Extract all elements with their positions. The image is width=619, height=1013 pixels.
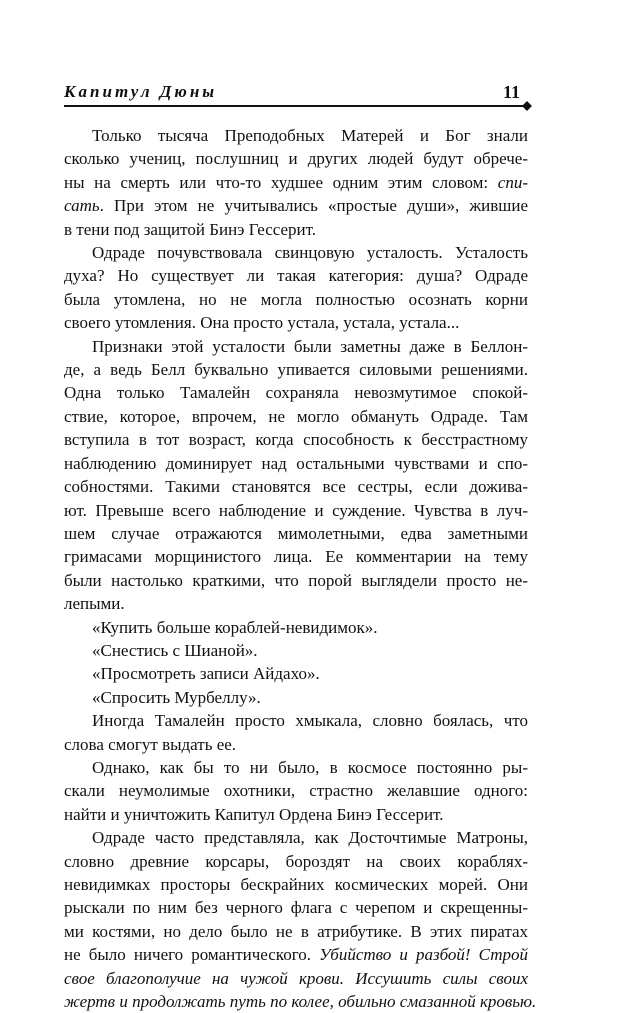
text-line: Только тысяча Преподобных Матерей и Бог знали bbox=[92, 126, 528, 145]
paragraph bbox=[64, 335, 528, 616]
text-line: скали неумолимые охотники, страстно желавшие одного: bbox=[64, 781, 528, 801]
book-title: Капитул Дюны bbox=[64, 82, 218, 101]
text-line: слова смогут выдать ее. bbox=[64, 734, 237, 754]
text-line: ют. Превыше всего наблюдение и суждение. Чувства в луч- bbox=[64, 500, 528, 520]
paragraph bbox=[64, 616, 528, 639]
text-line: сколько учениц, послушниц и других людей будут обрече- bbox=[64, 149, 528, 169]
paragraph bbox=[64, 826, 537, 1013]
text-line: не было ничего романтического. Убийство и разбой! Строй bbox=[64, 945, 528, 965]
page-number: 11 bbox=[502, 82, 520, 102]
text-line: жертв и продолжать путь по колее, обильно смазанной кровью. bbox=[64, 992, 537, 1012]
text-line: шем случае отражаются мимолетными, едва заметными bbox=[64, 523, 528, 543]
paragraph bbox=[64, 241, 528, 335]
text-line: Однако, как бы то ни было, в космосе постоянно ры- bbox=[92, 757, 528, 777]
text-line: рыскали по ним без черного флага с черепом и скрещенны- bbox=[64, 898, 528, 918]
text-line: была утомлена, но не могла полностью осознать корни bbox=[64, 289, 528, 309]
text-line: лепыми. bbox=[64, 594, 125, 614]
text-line: Одна только Тамалейн сохраняла невозмутимое спокой- bbox=[64, 383, 528, 403]
text-line: ны на смерть или что-то худшее одним этим словом: спи- bbox=[64, 172, 528, 192]
text-line: «Спросить Мурбеллу». bbox=[92, 687, 261, 707]
text-line: Одраде почувствовала свинцовую усталость. Усталость bbox=[92, 243, 528, 263]
text-line: найти и уничтожить Капитул Ордена Бинэ Гессерит. bbox=[64, 804, 444, 824]
body-text bbox=[64, 124, 537, 1013]
text-line: наблюдению доминирует над остальными чувствами и спо- bbox=[64, 453, 528, 473]
paragraph bbox=[64, 709, 528, 756]
text-line: вступила в тот возраст, когда способность к бесстрастному bbox=[64, 430, 528, 450]
text-line: ми костями, но дело было не в атрибутике. В этих пиратах bbox=[64, 921, 528, 941]
text-line: Одраде часто представляла, как Досточтимые Матроны, bbox=[92, 828, 528, 848]
text-line: словно древние корсары, бороздят на своих кораблях- bbox=[64, 851, 528, 871]
running-header bbox=[64, 80, 526, 108]
paragraph bbox=[64, 686, 528, 709]
text-line: Признаки этой усталости были заметны даже в Беллон- bbox=[92, 336, 528, 356]
text-line: духа? Но существует ли такая категория: душа? Одраде bbox=[64, 266, 528, 286]
text-line: собностями. Такими становятся все сестры, если дожива- bbox=[64, 477, 528, 497]
text-line: были настолько краткими, что порой выглядели просто не- bbox=[64, 570, 528, 590]
text-line: своего утомления. Она просто устала, устала, устала... bbox=[64, 313, 460, 333]
paragraph bbox=[64, 124, 528, 241]
text-line: гримасами морщинистого лица. Ее комментарии на тему bbox=[64, 547, 528, 567]
text-line: ствие, которое, впрочем, не могло обмануть Одраде. Там bbox=[64, 406, 528, 426]
text-line: «Снестись с Шианой». bbox=[92, 640, 258, 660]
text-line: «Просмотреть записи Айдахо». bbox=[92, 664, 320, 684]
text-line: де, а ведь Белл буквально упивается силовыми решениями. bbox=[64, 360, 528, 380]
header-rule bbox=[64, 105, 526, 107]
header-rule-ornament bbox=[522, 101, 532, 111]
text-line: Иногда Тамалейн просто хмыкала, словно боялась, что bbox=[92, 711, 528, 731]
text-line: «Купить больше кораблей-невидимок». bbox=[92, 617, 378, 637]
paragraph bbox=[64, 639, 528, 662]
paragraph bbox=[64, 756, 528, 826]
text-line: сать. При этом не учитывались «простые души», жившие bbox=[64, 196, 528, 216]
text-line: невидимках просторы бескрайних космических морей. Они bbox=[64, 875, 528, 894]
text-line: в тени под защитой Бинэ Гессерит. bbox=[64, 219, 317, 239]
paragraph bbox=[64, 662, 528, 685]
text-line: свое благополучие на чужой крови. Иссушить силы своих bbox=[64, 968, 528, 988]
